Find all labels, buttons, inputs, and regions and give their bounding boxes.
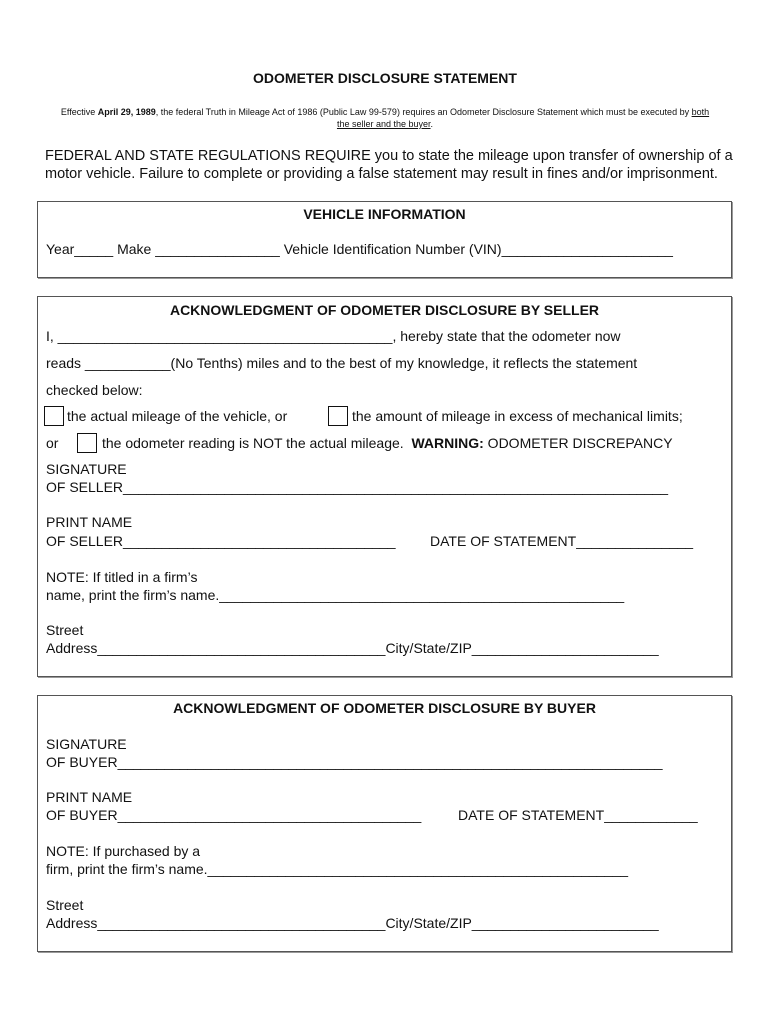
seller-heading: ACKNOWLEDGMENT OF ODOMETER DISCLOSURE BY SELLER [169,302,600,318]
buyer-address-field[interactable]: Address_____________________________________City/State/ZIP________________________ [46,915,659,931]
seller-statement-line1[interactable]: I, ___________________________________________, hereby state that the odometer now [46,328,621,344]
document-title: ODOMETER DISCLOSURE STATEMENT [253,70,517,86]
vehicle-fields-line[interactable]: Year_____ Make ________________ Vehicle Identification Number (VIN)______________________ [46,241,673,257]
buyer-note-line1: NOTE: If purchased by a [46,843,201,859]
seller-firm-name-field[interactable]: name, print the firm’s name.____________________________________________________ [46,587,625,603]
seller-signature-label: SIGNATURE [46,461,127,477]
effective-suffix: . [430,119,434,129]
warning-label: WARNING: [411,435,484,451]
buyer-heading: ACKNOWLEDGMENT OF ODOMETER DISCLOSURE BY BUYER [173,700,596,716]
excess-mileage-label: the amount of mileage in excess of mechanical limits; [352,408,683,424]
seller-address-field[interactable]: Address_____________________________________City/State/ZIP________________________ [46,640,659,656]
buyer-print-label: PRINT NAME [46,789,133,805]
vehicle-info-heading: VEHICLE INFORMATION [303,206,466,222]
not-actual-label [102,435,673,451]
seller-note-line1: NOTE: If titled in a firm’s [46,569,198,585]
effective-prefix: Effective [60,107,98,117]
seller-signature-field[interactable]: OF SELLER______________________________________________________________________ [46,479,669,495]
seller-statement-line3: checked below: [46,382,143,398]
excess-mileage-checkbox[interactable] [328,406,348,426]
buyer-signature-field[interactable]: OF BUYER______________________________________________________________________ [46,754,663,770]
seller-street-label: Street [46,622,84,638]
seller-box [37,296,732,677]
effective-middle: , the federal Truth in Mileage Act of 1986 (Public Law 99-579) requires an Odometer Disclosure Statement which must be executed by [155,107,692,117]
actual-mileage-label: the actual mileage of the vehicle, or [67,408,288,424]
buyer-firm-name-field[interactable]: firm, print the firm’s name.______________________________________________________ [46,861,629,877]
seller-statement-line2[interactable]: reads ___________(No Tenths) miles and to the best of my knowledge, it reflects the statement [46,355,638,371]
effective-notice [55,106,715,130]
warning-text: ODOMETER DISCREPANCY [483,435,673,451]
actual-mileage-checkbox[interactable] [44,406,64,426]
effective-underlined: both the seller and the buyer [336,107,710,129]
seller-print-field[interactable]: OF SELLER___________________________________ [46,533,396,549]
buyer-date-field[interactable]: DATE OF STATEMENT____________ [458,807,698,823]
seller-print-label: PRINT NAME [46,514,133,530]
seller-date-field[interactable]: DATE OF STATEMENT_______________ [430,533,694,549]
not-actual-text: the odometer reading is NOT the actual mileage. [102,435,404,451]
federal-notice: FEDERAL AND STATE REGULATIONS REQUIRE you to state the mileage upon transfer of ownership of a motor vehicle. Failure to complete or providing a false statement may result in fines and/or imprisonment. [45,148,733,182]
buyer-box [37,695,732,952]
or-label: or [46,435,59,451]
not-actual-checkbox[interactable] [77,433,97,453]
buyer-street-label: Street [46,897,84,913]
buyer-print-field[interactable]: OF BUYER_______________________________________ [46,807,422,823]
buyer-signature-label: SIGNATURE [46,736,127,752]
vehicle-info-box [37,201,732,278]
effective-date: April 29, 1989 [97,107,156,117]
